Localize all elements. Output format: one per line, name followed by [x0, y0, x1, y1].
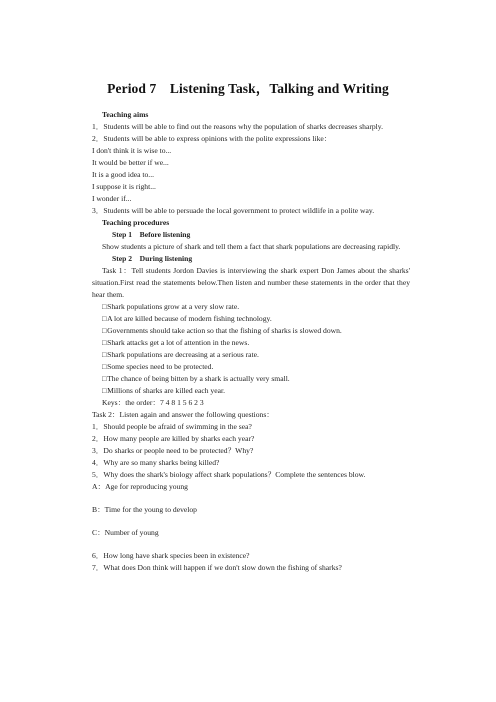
aim-line: 2．Students will be able to express opinions with the polite expressions like：	[92, 134, 332, 143]
question-item: 4．Why are so many sharks being killed?	[92, 458, 220, 467]
statement-item: □ The chance of being bitten by a shark is actually very small.	[92, 373, 410, 385]
procedures-heading: Teaching procedures	[102, 218, 170, 227]
statement-item: □ Governments should take action so that the fishing of sharks is slowed down.	[92, 325, 410, 337]
statement-item: □ Shark populations are decreasing at a serious rate.	[92, 349, 410, 361]
task2-heading: Task 2：Listen again and answer the following questions：	[92, 410, 274, 419]
question-item: 3．Do sharks or people need to be protected？Why?	[92, 446, 254, 455]
aim-line: I don't think it is wise to...	[92, 146, 172, 155]
step2-heading: Step 2 During listening	[112, 254, 193, 263]
statement-item: □ Some species need to be protected.	[92, 361, 410, 373]
aim-line: It is a good idea to...	[92, 170, 155, 179]
answer-blank	[92, 539, 410, 550]
question-item: 6．How long have shark species been in existence?	[92, 551, 250, 560]
step1-text: Show students a picture of shark and tell them a fact that shark populations are decreasing rapidly.	[102, 242, 401, 251]
sub-item: C：Number of young	[92, 528, 159, 537]
question-item: 7．What does Don think will happen if we don't slow down the fishing of sharks?	[92, 563, 342, 572]
answer-blank	[92, 516, 410, 527]
aim-line: 3．Students will be able to persuade the local government to protect wildlife in a polite way.	[92, 206, 375, 215]
page-title: Period 7 Listening Task，Talking and Writing	[107, 81, 389, 96]
question-item: 1．Should people be afraid of swimming in the sea?	[92, 422, 252, 431]
answer-blank	[92, 493, 410, 504]
answer-keys: Keys：the order：7 4 8 1 5 6 2 3	[102, 398, 204, 407]
aims-heading: Teaching aims	[102, 110, 149, 119]
aim-line: I suppose it is right...	[92, 182, 156, 191]
statement-item: □ Shark attacks get a lot of attention in the news.	[92, 337, 410, 349]
aim-line: I wonder if...	[92, 194, 132, 203]
step1-heading: Step 1 Before listening	[112, 230, 191, 239]
task1-text: Task 1：Tell students Jordon Davies is interviewing the shark expert Don James about the sharks' situation.First read the statements below.Then listen and number these statements in the order that they hear them.	[92, 266, 410, 299]
aim-line: It would be better if we...	[92, 158, 169, 167]
question-item: 5．Why does the shark's biology affect shark populations？Complete the sentences blow.	[92, 470, 366, 479]
sub-item: B：Time for the young to develop	[92, 505, 197, 514]
sub-item: A：Age for reproducing young	[92, 482, 188, 491]
aim-line: 1．Students will be able to find out the reasons why the population of sharks decreases sharply.	[92, 122, 383, 131]
lesson-content	[92, 109, 410, 574]
statement-item: □ Millions of sharks are killed each year.	[92, 385, 410, 397]
statement-item: □ Shark populations grow at a very slow rate.	[92, 301, 410, 313]
question-item: 2．How many people are killed by sharks each year?	[92, 434, 255, 443]
statement-item: □ A lot are killed because of modern fishing technology.	[92, 313, 410, 325]
